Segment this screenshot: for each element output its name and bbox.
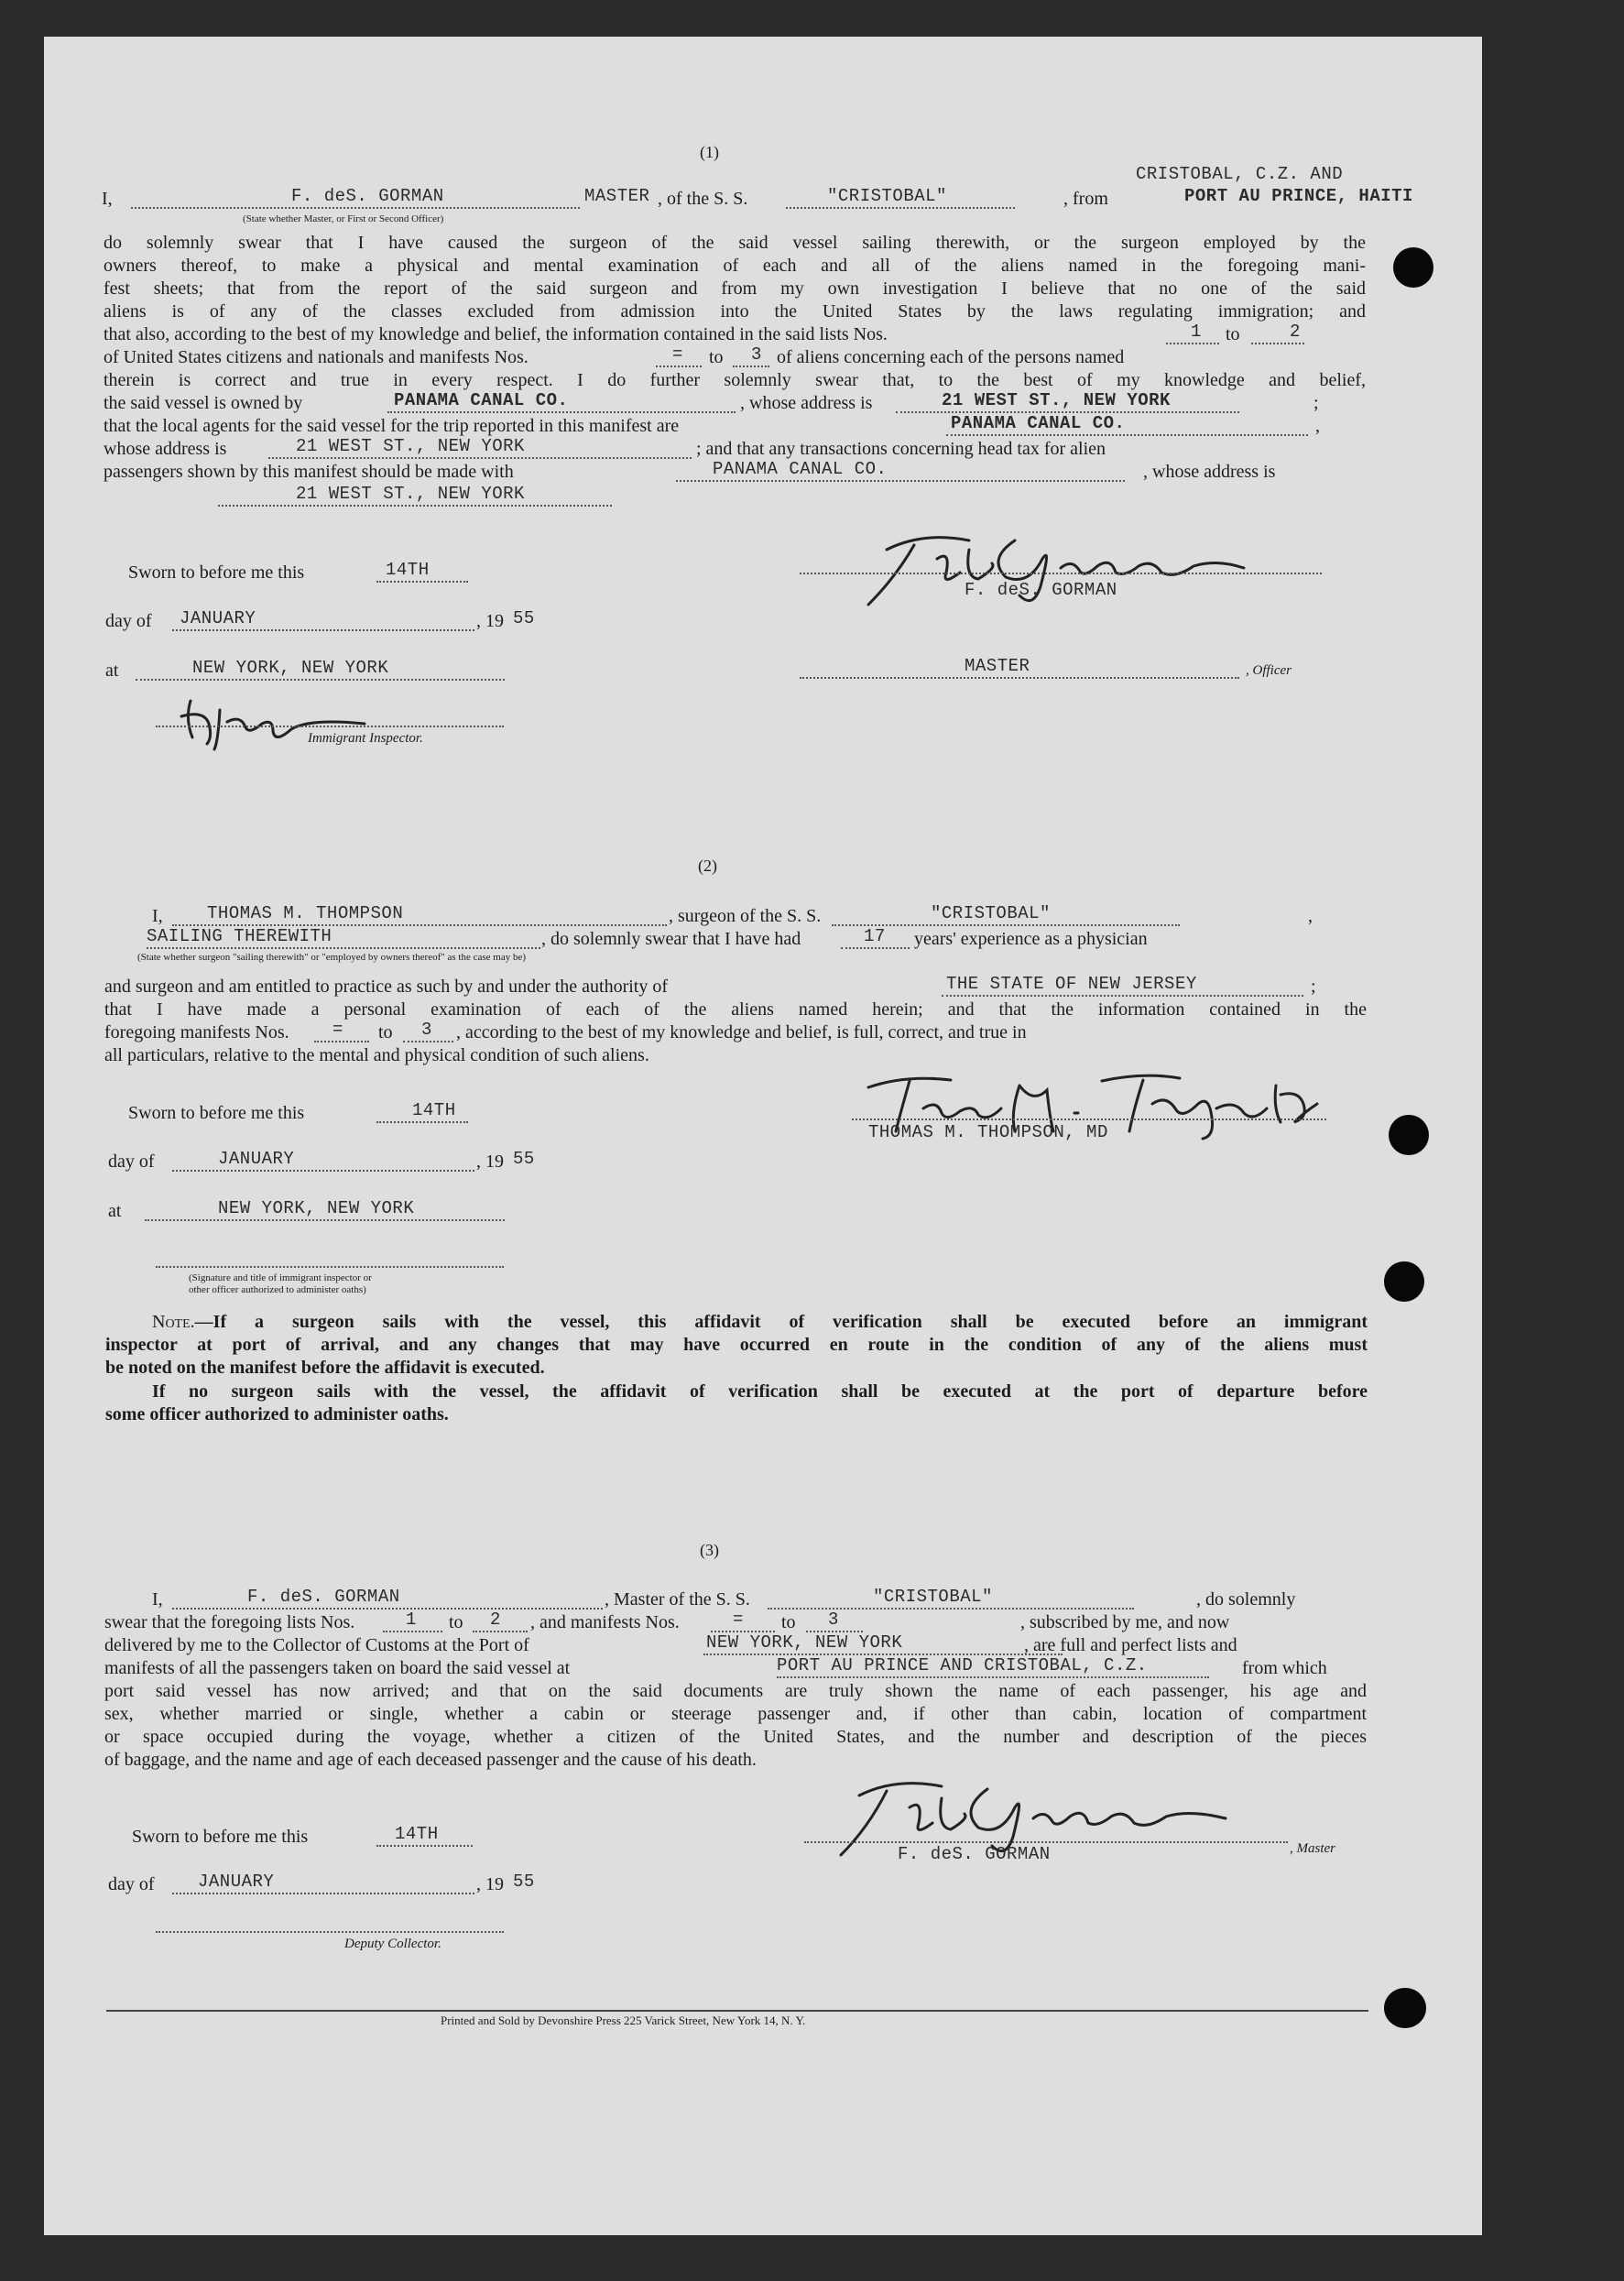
s3-line-4b: from which (1242, 1658, 1327, 1678)
s3-port-field: NEW YORK, NEW YORK (706, 1632, 903, 1653)
s3-line-2b: , and manifests Nos. (530, 1612, 680, 1632)
s3-line-5: port said vessel has now arrived; and that on the said documents are truly shown the name of each passenger, his age and (104, 1681, 1367, 1701)
s3-lists-to: 2 (490, 1610, 501, 1630)
s3-sworn-label: Sworn to before me this (132, 1827, 309, 1847)
s3-year-prefix: , 19 (476, 1874, 504, 1894)
note-line-1 (152, 1311, 1368, 1333)
s2-line-4b: , according to the best of my knowledge and belief, is full, correct, and true in (456, 1022, 1027, 1042)
s1-rank-caption: (State whether Master, or First or Second Officer) (243, 213, 444, 224)
s3-to-2: to (781, 1612, 796, 1632)
s3-master-of-label: , Master of the S. S. (605, 1589, 750, 1610)
s3-line-7: or space occupied during the voyage, whether a citizen of the United States, and the number and description of the pieces (104, 1727, 1367, 1747)
typed-port-line-1: CRISTOBAL, C.Z. AND (1136, 164, 1344, 184)
s2-authority-field: THE STATE OF NEW JERSEY (946, 974, 1197, 994)
s1-owner-address: 21 WEST ST., NEW YORK (942, 390, 1171, 410)
s1-headtax-address: 21 WEST ST., NEW YORK (296, 484, 525, 504)
s3-month: JANUARY (198, 1872, 275, 1892)
s1-line-6b: of aliens concerning each of the persons named (777, 347, 1125, 367)
s2-experience-label: years' experience as a physician (914, 929, 1148, 949)
printer-footer: Printed and Sold by Devonshire Press 225 Varick Street, New York 14, N. Y. (441, 2014, 806, 2027)
s2-swear-label: , do solemnly swear that I have had (541, 929, 801, 949)
s1-of-ss-label: , of the S. S. (658, 189, 748, 209)
s3-line-3b: , are full and perfect lists and (1024, 1635, 1237, 1655)
s3-master-caption: , Master (1290, 1841, 1335, 1856)
s2-role-caption: (State whether surgeon "sailing therewith" or "employed by owners thereof" as the case may be) (137, 952, 527, 963)
s1-line-9a: that the local agents for the said vessel for the trip reported in this manifest are (104, 416, 680, 436)
s1-lists-from: 1 (1191, 322, 1202, 342)
s1-signatory-name: F. deS. GORMAN (965, 580, 1117, 600)
s1-line-10a: whose address is (104, 439, 227, 459)
s1-manifests-to: 3 (751, 344, 762, 365)
s3-ship-field: "CRISTOBAL" (873, 1587, 993, 1607)
note-line-5: some officer authorized to administer oaths. (105, 1404, 449, 1424)
s3-signatory-name: F. deS. GORMAN (898, 1844, 1051, 1864)
note-line-3: be noted on the manifest before the affidavit is executed. (105, 1358, 545, 1378)
punch-hole (1384, 1261, 1424, 1302)
s1-line-11b: , whose address is (1143, 462, 1276, 482)
s1-year: 55 (513, 608, 535, 628)
s3-line-2c: , subscribed by me, and now (1020, 1612, 1230, 1632)
s3-master-signature (804, 1773, 1317, 1864)
s1-place: NEW YORK, NEW YORK (192, 658, 389, 678)
s1-rank-field: MASTER (584, 186, 650, 206)
s1-lists-to: 2 (1290, 322, 1301, 342)
s3-year: 55 (513, 1872, 535, 1892)
s1-line-7: therein is correct and true in every respect. I do further solemnly swear that, to the best of my knowledge and belief, (104, 370, 1366, 390)
s1-from-label: , from (1063, 189, 1108, 209)
s1-line-3: fest sheets; that from the report of the said surgeon and from my own investigation I believe that no one of the said (104, 278, 1366, 299)
note-line-2: inspector at port of arrival, and any changes that may have occurred en route in the condition of any of the aliens must (105, 1335, 1368, 1355)
s2-signatory-name: THOMAS M. THOMPSON, MD (868, 1122, 1108, 1142)
s1-month: JANUARY (180, 608, 256, 628)
s2-caption-line-1: (Signature and title of immigrant inspector or (189, 1272, 372, 1283)
s1-owner-field: PANAMA CANAL CO. (394, 390, 569, 410)
s3-sworn-day: 14TH (395, 1824, 439, 1844)
s3-line-8: of baggage, and the name and age of each deceased passenger and the cause of his death. (104, 1750, 757, 1770)
s2-line-3: that I have made a personal examination of each of the aliens named herein; and that the information contained in the (104, 999, 1367, 1020)
s1-line-8a: the said vessel is owned by (104, 393, 303, 413)
s1-signatory-rank: MASTER (965, 656, 1030, 676)
s1-line-10b: ; and that any transactions concerning head tax for alien (696, 439, 1106, 459)
s3-line-2a: swear that the foregoing lists Nos. (104, 1612, 355, 1632)
punch-hole (1384, 1988, 1426, 2028)
s2-years-field: 17 (864, 926, 886, 946)
note-label: Note. (152, 1312, 195, 1332)
s1-name-field: F. deS. GORMAN (291, 186, 444, 206)
s1-semicolon: ; (1313, 393, 1319, 413)
s3-name-field: F. deS. GORMAN (247, 1587, 400, 1607)
s2-year-prefix: , 19 (476, 1151, 504, 1172)
s2-name-field: THOMAS M. THOMPSON (207, 903, 404, 923)
s2-year: 55 (513, 1149, 535, 1169)
note-line-4: If no surgeon sails with the vessel, the affidavit of verification shall be executed at the port of departure before (152, 1381, 1368, 1402)
s1-to-2: to (709, 347, 724, 367)
s3-lists-from: 1 (406, 1610, 417, 1630)
s1-officer-caption: , Officer (1246, 663, 1292, 678)
s2-sworn-day: 14TH (412, 1100, 456, 1120)
s2-to: to (378, 1022, 393, 1042)
s1-master-signature (832, 522, 1326, 614)
s2-at-label: at (108, 1201, 122, 1221)
s1-to: to (1226, 324, 1240, 344)
s1-line-2: owners thereof, to make a physical and mental examination of each and all of the aliens named in the foregoing mani- (104, 256, 1366, 276)
section-1-number: (1) (700, 143, 719, 161)
s3-line-6: sex, whether married or single, whether a cabin or steerage passenger and, if other than cabin, location of compartment (104, 1704, 1367, 1724)
s2-role-field: SAILING THEREWITH (147, 926, 332, 946)
note-paragraph-1a: —If a surgeon sails with the vessel, this affidavit of verification shall be executed before an immigrant (194, 1312, 1368, 1332)
s1-ship-field: "CRISTOBAL" (827, 186, 947, 206)
s3-manifests-to: 3 (828, 1610, 839, 1630)
s1-line-4: aliens is of any of the classes excluded from admission into the United States by the laws regulating immigration; and (104, 301, 1366, 322)
s3-i: I, (152, 1589, 163, 1610)
s2-sworn-label: Sworn to before me this (128, 1103, 305, 1123)
section-3-number: (3) (700, 1541, 719, 1559)
s2-surgeon-of-label: , surgeon of the S. S. (669, 906, 822, 926)
s1-agents-address: 21 WEST ST., NEW YORK (296, 436, 525, 456)
punch-hole (1393, 247, 1433, 288)
s1-year-prefix: , 19 (476, 611, 504, 631)
s1-line-1: do solemnly swear that I have caused the surgeon of the said vessel sailing therewith, or the surgeon employed by the (104, 233, 1366, 253)
s1-line-6a: of United States citizens and nationals and manifests Nos. (104, 347, 529, 367)
footer-rule (106, 2010, 1368, 2012)
s1-line-8b: , whose address is (740, 393, 873, 413)
s1-comma: , (1315, 416, 1320, 436)
s2-place: NEW YORK, NEW YORK (218, 1198, 415, 1218)
s1-day-of-label: day of (105, 611, 152, 631)
s1-agents-field: PANAMA CANAL CO. (951, 413, 1126, 433)
s1-line-5: that also, according to the best of my knowledge and belief, the information contained in the said lists Nos. (104, 324, 888, 344)
s3-origin-field: PORT AU PRINCE AND CRISTOBAL, C.Z. (777, 1655, 1148, 1675)
s3-day-of-label: day of (108, 1874, 155, 1894)
s3-solemnly-label: , do solemnly (1196, 1589, 1296, 1610)
s1-line-11a: passengers shown by this manifest should be made with (104, 462, 514, 482)
s2-semicolon: ; (1311, 977, 1316, 997)
s1-at-label: at (105, 660, 119, 681)
s1-sworn-day: 14TH (386, 560, 430, 580)
s2-month: JANUARY (218, 1149, 295, 1169)
s3-collector-caption: Deputy Collector. (344, 1937, 441, 1951)
s1-port-field: PORT AU PRINCE, HAITI (1184, 186, 1413, 206)
s2-comma: , (1308, 906, 1313, 926)
s3-line-3a: delivered by me to the Collector of Customs at the Port of (104, 1635, 529, 1655)
s1-inspector-caption: Immigrant Inspector. (308, 731, 423, 746)
s2-line-5: all particulars, relative to the mental and physical condition of such aliens. (104, 1045, 649, 1065)
s2-ship-field: "CRISTOBAL" (931, 903, 1051, 923)
s2-line-2a: and surgeon and am entitled to practice as such by and under the authority of (104, 977, 668, 997)
s2-manifests-from: = (332, 1020, 343, 1040)
s3-manifests-from: = (733, 1610, 744, 1630)
s1-headtax-field: PANAMA CANAL CO. (713, 459, 888, 479)
s3-line-4a: manifests of all the passengers taken on board the said vessel at (104, 1658, 571, 1678)
s1-manifests-from: = (672, 344, 683, 365)
s2-caption-line-2: other officer authorized to administer oaths) (189, 1284, 366, 1295)
s2-manifests-to: 3 (421, 1020, 432, 1040)
s2-i: I, (152, 906, 163, 926)
s1-i: I, (102, 189, 113, 209)
s2-day-of-label: day of (108, 1151, 155, 1172)
section-2-number: (2) (698, 857, 717, 875)
s1-sworn-label: Sworn to before me this (128, 562, 305, 583)
manifest-affidavit-page (44, 37, 1482, 2235)
punch-hole (1389, 1115, 1429, 1155)
s3-to: to (449, 1612, 463, 1632)
s2-line-4a: foregoing manifests Nos. (104, 1022, 289, 1042)
